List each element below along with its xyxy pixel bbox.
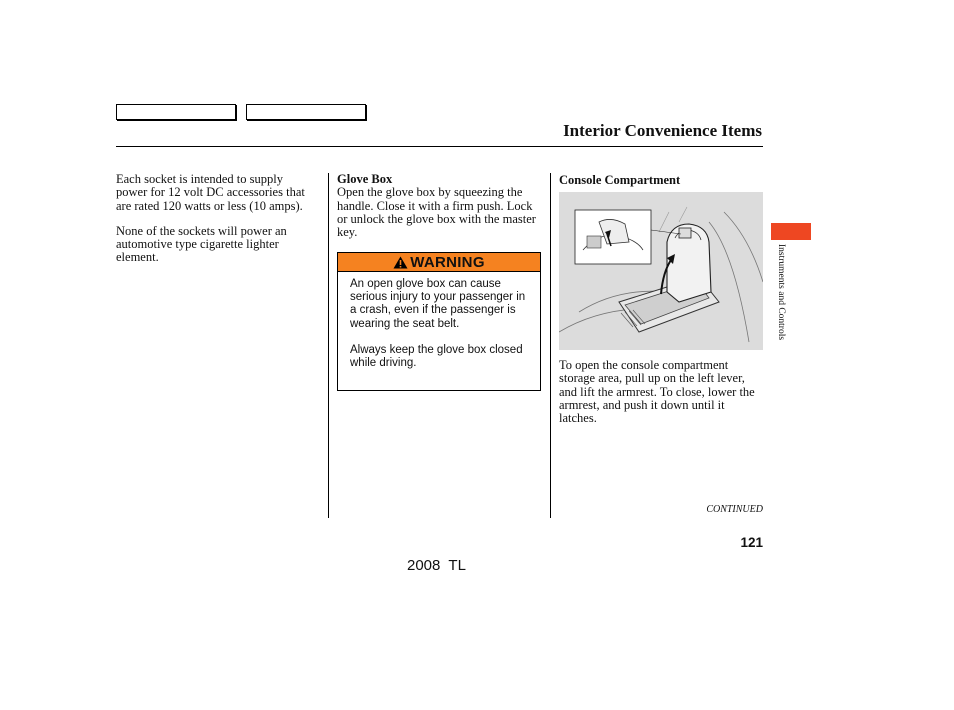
warning-paragraph-2: Always keep the glove box closed while driving. xyxy=(350,343,523,370)
console-compartment-illustration xyxy=(559,192,763,350)
warning-header xyxy=(338,253,540,272)
console-armrest-drawing xyxy=(559,192,763,350)
console-heading: Console Compartment xyxy=(559,173,681,187)
warning-box xyxy=(337,252,541,391)
glove-box-heading: Glove Box xyxy=(337,172,393,186)
model-label: 2008 TL xyxy=(407,557,466,574)
column-divider-2 xyxy=(550,173,551,518)
warning-triangle-icon xyxy=(393,256,408,269)
nav-button-1[interactable] xyxy=(116,104,236,120)
column-2 xyxy=(337,173,543,239)
section-tab-label xyxy=(775,244,789,374)
section-tab-text: Instruments and Controls xyxy=(776,244,786,341)
socket-paragraph-1: Each socket is intended to supply power for 12 volt DC accessories that are rated 120 watts or less (10 amps). xyxy=(116,172,305,213)
glove-box-body: Open the glove box by squeezing the handle. Close it with a firm push. Lock or unlock the glove box with the master key. xyxy=(337,185,536,240)
nav-button-2[interactable] xyxy=(246,104,366,120)
page-title: Interior Convenience Items xyxy=(563,121,762,140)
warning-text xyxy=(338,272,540,370)
console-body: To open the console compartment storage area, pull up on the left lever, and lift the armrest. To close, lower the armrest, and push it down until it latches. xyxy=(559,358,755,426)
model-footer xyxy=(407,557,466,574)
column-1 xyxy=(116,173,312,265)
socket-paragraph-2: None of the sockets will power an automotive type cigarette lighter element. xyxy=(116,223,287,265)
continued-label: CONTINUED xyxy=(706,504,763,515)
column-divider-1 xyxy=(328,173,329,518)
page-number: 121 xyxy=(740,535,763,550)
warning-paragraph-1: An open glove box can cause serious injury to your passenger in a crash, even if the passenger is wearing the seat belt. xyxy=(350,278,526,330)
warning-label: WARNING xyxy=(410,253,485,271)
header-rule xyxy=(116,146,763,147)
section-tab-marker xyxy=(771,223,811,240)
